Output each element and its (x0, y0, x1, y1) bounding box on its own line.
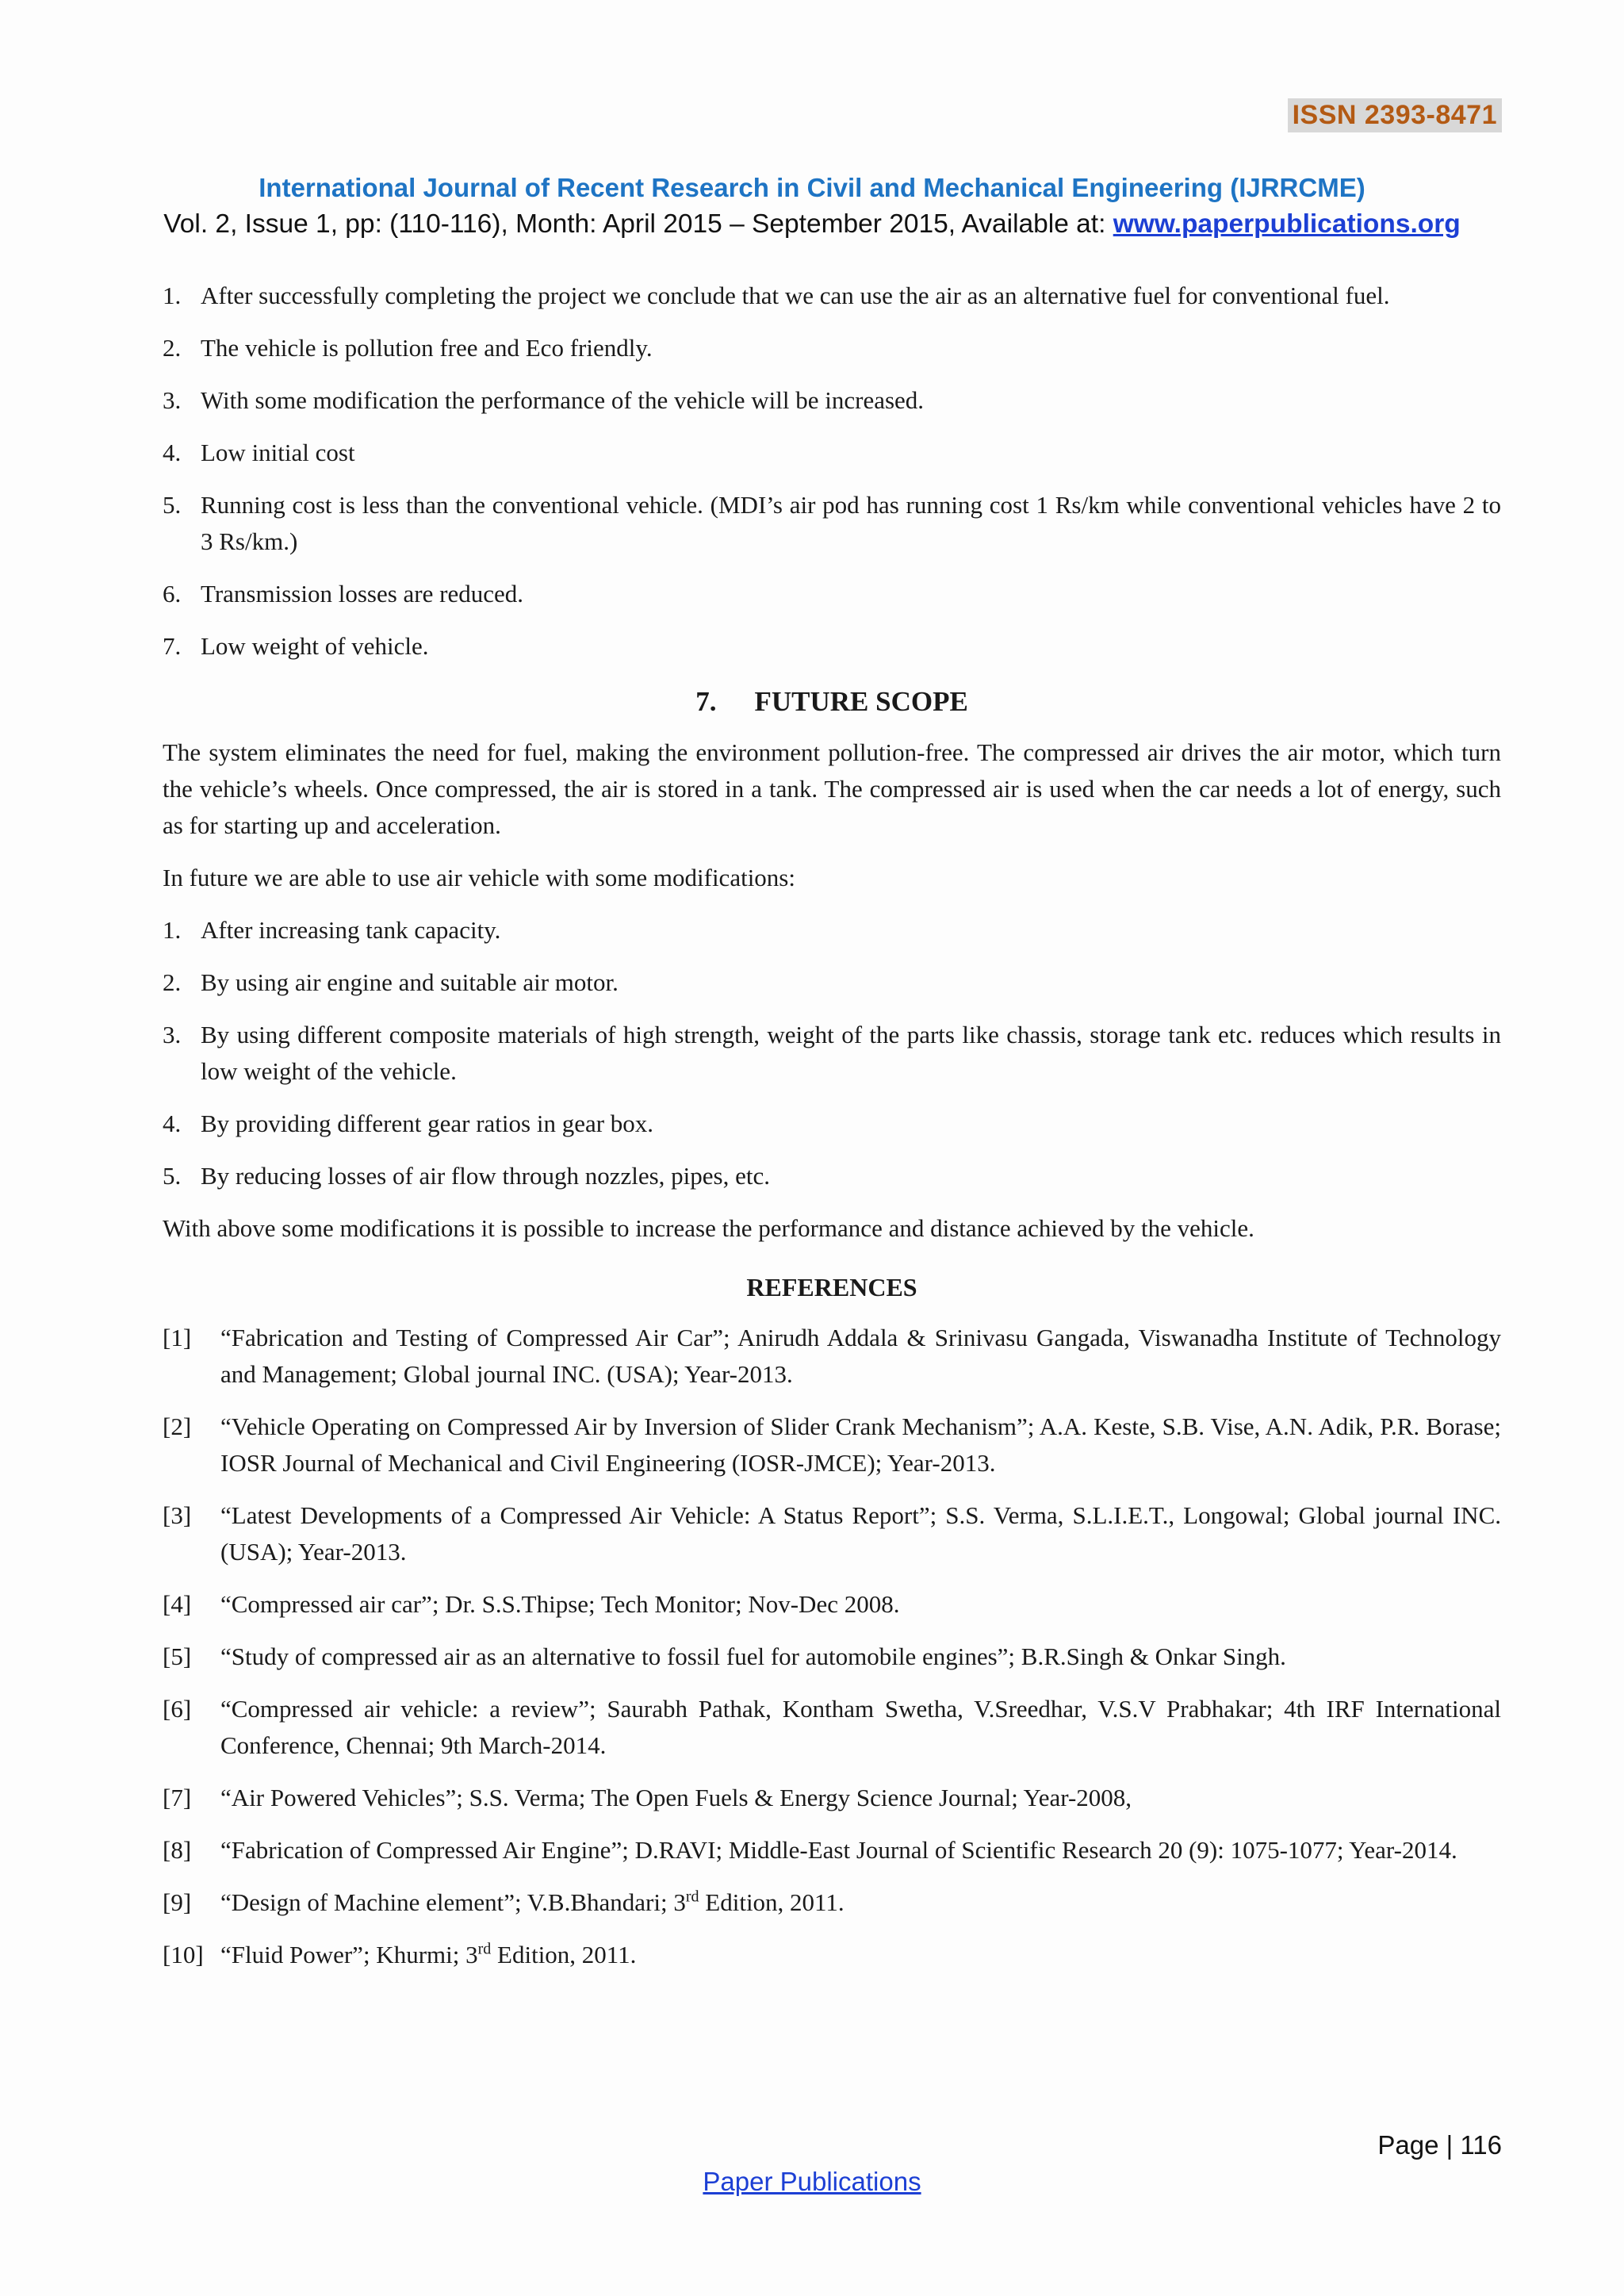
item-text: After increasing tank capacity. (201, 916, 501, 944)
future-scope-list (163, 912, 1501, 1194)
reference-text-end: Edition, 2011. (491, 1941, 637, 1968)
reference-text: “Latest Developments of a Compressed Air Vehicle: A Status Report”; S.S. Verma, S.L.I.E.T., Longowal; Global journal INC. (USA); Year-2013. (220, 1501, 1501, 1566)
item-number: 7. (163, 632, 182, 660)
reference-number: [9] (163, 1888, 192, 1916)
page-content (163, 278, 1501, 1989)
reference-item (163, 1586, 1501, 1623)
item-number: 6. (163, 580, 182, 608)
ordinal-superscript: rd (685, 1888, 699, 1906)
list-item (163, 1158, 1501, 1194)
section-title: FUTURE SCOPE (754, 686, 968, 717)
reference-text: “Design of Machine element”; V.B.Bhandari; 3 (220, 1888, 686, 1916)
list-item (163, 330, 1501, 366)
item-number: 2. (163, 334, 182, 362)
list-item (163, 435, 1501, 471)
publisher-link[interactable]: Paper Publications (703, 2167, 921, 2196)
reference-number: [8] (163, 1836, 192, 1864)
issn-badge: ISSN 2393-8471 (1288, 98, 1502, 132)
future-scope-intro: In future we are able to use air vehicle with some modifications: (163, 864, 795, 891)
reference-text: “Compressed air vehicle: a review”; Saurabh Pathak, Kontham Swetha, V.Sreedhar, V.S.V Prabhakar; 4th IRF International Conference, Chennai; 9th March-2014. (220, 1695, 1501, 1759)
reference-text: “Air Powered Vehicles”; S.S. Verma; The Open Fuels & Energy Science Journal; Year-2008, (220, 1784, 1132, 1811)
item-number: 1. (163, 916, 182, 944)
item-number: 4. (163, 439, 182, 466)
future-scope-paragraph: The system eliminates the need for fuel, making the environment pollution-free. The compressed air drives the air motor, which turn the vehicle’s wheels. Once compressed, the air is stored in a tank. The compressed air is used when the car needs a lot of energy, such as for starting up and acceleration. (163, 738, 1501, 839)
list-item (163, 912, 1501, 949)
reference-text-end: Edition, 2011. (699, 1888, 845, 1916)
reference-list (163, 1320, 1501, 1973)
item-text: Low weight of vehicle. (201, 632, 429, 660)
reference-item (163, 1639, 1501, 1675)
reference-text: “Vehicle Operating on Compressed Air by Inversion of Slider Crank Mechanism”; A.A. Keste, S.B. Vise, A.N. Adik, P.R. Borase; IOSR Journal of Mechanical and Civil Engineering (IOSR-JMCE); Year-2013. (220, 1412, 1501, 1477)
reference-number: [4] (163, 1590, 192, 1618)
journal-website-link[interactable]: www.paperpublications.org (1113, 209, 1461, 239)
list-item (163, 1106, 1501, 1142)
reference-item (163, 1780, 1501, 1816)
future-scope-closing: With above some modifications it is possible to increase the performance and distance achieved by the vehicle. (163, 1214, 1254, 1242)
reference-text: “Study of compressed air as an alternative to fossil fuel for automobile engines”; B.R.Singh & Onkar Singh. (220, 1642, 1286, 1670)
item-text: Running cost is less than the conventional vehicle. (MDI’s air pod has running cost 1 Rs/km while conventional vehicles have 2 to 3 Rs/km.) (201, 491, 1501, 555)
list-item (163, 576, 1501, 612)
reference-item (163, 1320, 1501, 1393)
list-item (163, 382, 1501, 419)
item-text: By reducing losses of air flow through nozzles, pipes, etc. (201, 1162, 770, 1190)
reference-item (163, 1832, 1501, 1869)
reference-item (163, 1884, 1501, 1921)
reference-number: [10] (163, 1941, 204, 1968)
item-text: After successfully completing the project we conclude that we can use the air as an alternative fuel for conventional fuel. (201, 282, 1390, 309)
item-number: 4. (163, 1110, 182, 1137)
reference-number: [1] (163, 1324, 192, 1351)
reference-item (163, 1691, 1501, 1764)
item-number: 3. (163, 386, 182, 414)
list-item (163, 487, 1501, 560)
reference-text: “Compressed air car”; Dr. S.S.Thipse; Tech Monitor; Nov-Dec 2008. (220, 1590, 900, 1618)
list-item (163, 964, 1501, 1001)
list-item (163, 278, 1501, 314)
item-text: Transmission losses are reduced. (201, 580, 523, 608)
item-text: With some modification the performance of the vehicle will be increased. (201, 386, 925, 414)
reference-item (163, 1937, 1501, 1973)
footer (0, 2167, 1624, 2197)
reference-number: [2] (163, 1412, 192, 1440)
item-text: The vehicle is pollution free and Eco friendly. (201, 334, 653, 362)
reference-text: “Fabrication and Testing of Compressed Air Car”; Anirudh Addala & Srinivasu Gangada, Viswanadha Institute of Technology and Management; Global journal INC. (USA); Year-2013. (220, 1324, 1501, 1388)
reference-text: “Fluid Power”; Khurmi; 3 (220, 1941, 478, 1968)
item-number: 3. (163, 1021, 182, 1048)
item-number: 5. (163, 491, 182, 519)
section-number: 7. (695, 686, 717, 717)
volume-info: Vol. 2, Issue 1, pp: (110-116), Month: April 2015 – September 2015, Available at: (163, 209, 1113, 239)
reference-number: [5] (163, 1642, 192, 1670)
journal-volume-line (0, 209, 1624, 240)
item-number: 2. (163, 968, 182, 996)
journal-title: International Journal of Recent Research in Civil and Mechanical Engineering (IJRRCME) (259, 173, 1365, 202)
reference-item (163, 1409, 1501, 1481)
item-text: By using air engine and suitable air motor. (201, 968, 619, 996)
reference-item (163, 1497, 1501, 1570)
item-number: 1. (163, 282, 182, 309)
reference-number: [7] (163, 1784, 192, 1811)
item-text: By using different composite materials of high strength, weight of the parts like chassis, storage tank etc. reduces which results in low weight of the vehicle. (201, 1021, 1501, 1085)
item-number: 5. (163, 1162, 182, 1190)
conclusion-list (163, 278, 1501, 665)
item-text: By providing different gear ratios in gear box. (201, 1110, 654, 1137)
reference-number: [6] (163, 1695, 192, 1723)
list-item (163, 628, 1501, 665)
references-heading: REFERENCES (746, 1273, 917, 1301)
page-number: Page | 116 (1377, 2130, 1502, 2160)
reference-text: “Fabrication of Compressed Air Engine”; D.RAVI; Middle-East Journal of Scientific Research 20 (9): 1075-1077; Year-2014. (220, 1836, 1457, 1864)
item-text: Low initial cost (201, 439, 355, 466)
reference-number: [3] (163, 1501, 192, 1529)
list-item (163, 1017, 1501, 1090)
section-heading-future-scope (163, 684, 1501, 720)
ordinal-superscript: rd (477, 1940, 492, 1958)
